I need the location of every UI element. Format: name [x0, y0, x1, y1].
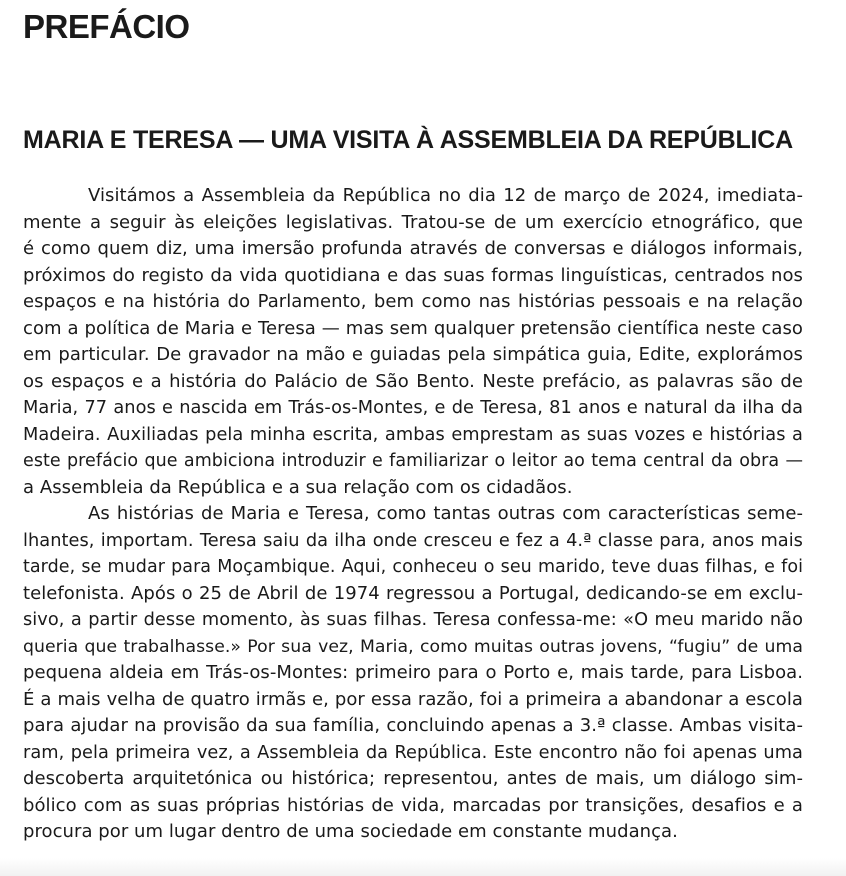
text-line: As histórias de Maria e Teresa, como tantas outras com características seme- [88, 503, 803, 524]
text-line: em particular. De gravador na mão e guiadas pela simpática guia, Edite, explorámos [23, 344, 803, 365]
text-line: queria que trabalhasse.» Por sua vez, Maria, como muitas outras jovens, “fugiu” de uma [23, 636, 803, 657]
text-line: telefonista. Após o 25 de Abril de 1974 regressou a Portugal, dedicando-se em exclu- [23, 582, 803, 604]
text-line: descoberta arquitetónica ou histórica; representou, antes de mais, um diálogo sim- [23, 768, 803, 789]
text-line: os espaços e a história do Palácio de São Bento. Neste prefácio, as palavras são de [23, 370, 803, 392]
text-line: com a política de Maria e Teresa — mas sem qualquer pretensão científica neste caso [23, 317, 803, 339]
text-line: sivo, a partir desse momento, às suas filhas. Teresa confessa-me: «O meu marido não [23, 610, 803, 630]
text-line: bólico com as suas próprias histórias de vida, marcadas por transições, desafios e a [23, 794, 803, 816]
section-title: PREFÁCIO [23, 8, 190, 45]
paragraph-1 [23, 183, 803, 501]
text-line: espaços e na história do Parlamento, bem como nas histórias pessoais e na relação [23, 291, 803, 312]
text-line: próximos do registo da vida quotidiana e das suas formas linguísticas, centrados nos [23, 264, 803, 286]
text-line: este prefácio que ambiciona introduzir e familiarizar o leitor ao tema central da obra — [23, 451, 803, 471]
text-line: mente a seguir às eleições legislativas. Tratou-se de um exercício etnográfico, que [23, 211, 803, 233]
text-line: Madeira. Auxiliadas pela minha escrita, ambas emprestam as suas vozes e histórias a [23, 424, 803, 445]
text-line: lhantes, importam. Teresa saiu da ilha onde cresceu e fez a 4.ª classe para, anos mais [23, 530, 803, 551]
text-line: ram, pela primeira vez, a Assembleia da República. Este encontro não foi apenas uma [23, 742, 803, 763]
text-line: Maria, 77 anos e nascida em Trás-os-Montes, e de Teresa, 81 anos e natural da ilha da [23, 398, 803, 418]
text-line: para ajudar na provisão da sua família, concluindo apenas a 3.ª classe. Ambas visita- [23, 715, 803, 736]
text-line: é como quem diz, uma imersão profunda através de conversas e diálogos informais, [23, 238, 803, 259]
text-line: tarde, se mudar para Moçambique. Aqui, conheceu o seu marido, teve duas filhas, e foi [23, 557, 803, 577]
page-bottom-fade [0, 858, 846, 876]
text-line: a Assembleia da República e a sua relação com os cidadãos. [23, 476, 573, 498]
text-line: procura por um lugar dentro de uma sociedade em constante mudança. [23, 821, 678, 842]
text-line: É a mais velha de quatro irmãs e, por essa razão, foi a primeira a abandonar a escola [23, 688, 803, 710]
text-line: pequena aldeia em Trás-os-Montes: primeiro para o Porto e, mais tarde, para Lisboa. [23, 662, 803, 683]
paragraph-2 [23, 501, 803, 846]
body-text [23, 183, 803, 846]
chapter-title: MARIA E TERESA — UMA VISITA À ASSEMBLEIA DA REPÚBLICA [23, 126, 793, 154]
text-line: Visitámos a Assembleia da República no dia 12 de março de 2024, imediata- [88, 185, 803, 206]
